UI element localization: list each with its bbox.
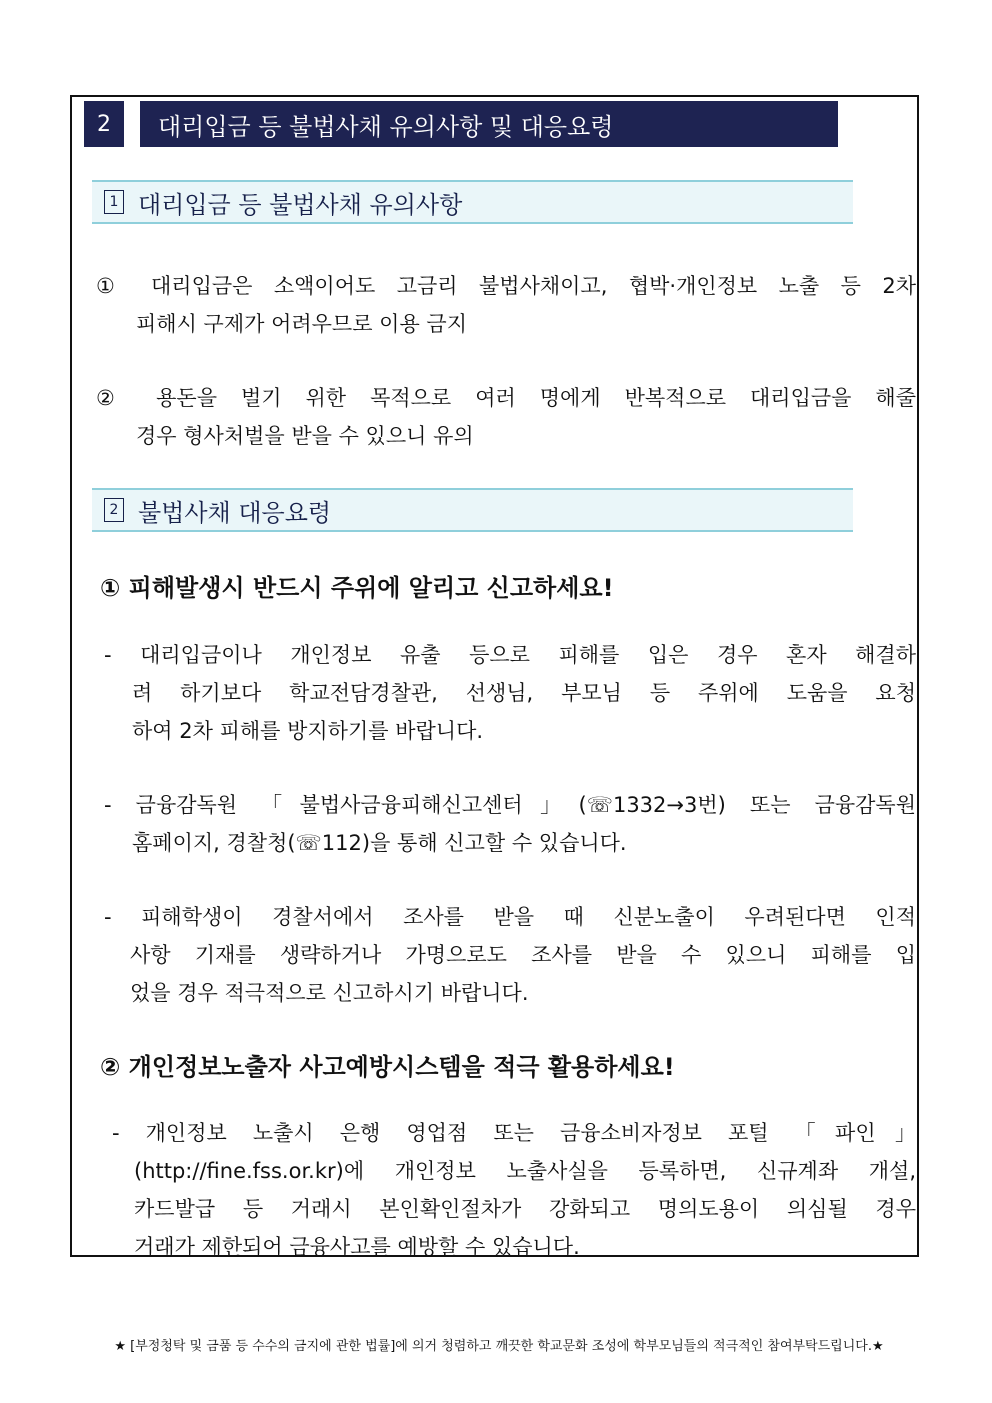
section-title: 대리입금 등 불법사채 유의사항 및 대응요령: [140, 101, 838, 147]
response-bullet-3-line2: 사항 기재를 생략하거나 가명으로도 조사를 받을 수 있으니 피해를 입: [130, 943, 916, 967]
response-bullet-3: [104, 898, 916, 1012]
subsection-header-1: [92, 180, 853, 224]
caution-item-2-line2: 경우 형사처벌을 받을 수 있으니 유의: [136, 424, 474, 448]
response-bullet-4-line2: (http://fine.fss.or.kr)에 개인정보 노출사실을 등록하면, 신규계좌 개설,: [134, 1159, 916, 1183]
subsection-marker-1: 1: [104, 190, 124, 214]
subsection-marker-2: 2: [104, 498, 124, 522]
subsection-title-2: 불법사채 대응요령: [138, 498, 332, 527]
response-bullet-2-line2: 홈페이지, 경찰청(☏112)을 통해 신고할 수 있습니다.: [132, 831, 627, 855]
section-number: 2: [84, 101, 124, 147]
response-bullet-2: [104, 786, 916, 862]
response-bullet-1: [104, 636, 916, 750]
caution-item-1-line1: ① 대리입금은 소액이어도 고금리 불법사채이고, 협박·개인정보 노출 등 2차: [96, 274, 916, 298]
caution-item-1: [96, 267, 916, 343]
response-bullet-4-line1: - 개인정보 노출시 은행 영업점 또는 금융소비자정보 포털 「파인」: [112, 1121, 916, 1145]
subsection-header-2: [92, 488, 853, 532]
response-heading-1: ① 피해발생시 반드시 주위에 알리고 신고하세요!: [100, 574, 614, 602]
response-bullet-1-line2: 려 하기보다 학교전담경찰관, 선생님, 부모님 등 주위에 도움을 요청: [132, 681, 916, 705]
response-bullet-4: [104, 1114, 916, 1266]
response-bullet-4-line4: 거래가 제한되어 금융사고를 예방할 수 있습니다.: [134, 1235, 580, 1259]
caution-item-2: [96, 379, 916, 455]
caution-item-1-line2: 피해시 구제가 어려우므로 이용 금지: [136, 312, 467, 336]
response-bullet-4-line3: 카드발급 등 거래시 본인확인절차가 강화되고 명의도용이 의심될 경우: [134, 1197, 916, 1221]
response-bullet-1-line3: 하여 2차 피해를 방지하기를 바랍니다.: [132, 719, 484, 743]
subsection-title-1: 대리입금 등 불법사채 유의사항: [138, 190, 463, 219]
response-bullet-3-line3: 었을 경우 적극적으로 신고하시기 바랍니다.: [130, 981, 529, 1005]
response-bullet-1-line1: - 대리입금이나 개인정보 유출 등으로 피해를 입은 경우 혼자 해결하: [104, 643, 916, 667]
response-heading-2: ② 개인정보노출자 사고예방시스템을 적극 활용하세요!: [100, 1053, 675, 1081]
response-bullet-2-line1: - 금융감독원 「불법사금융피해신고센터」(☏1332→3번) 또는 금융감독원: [104, 793, 916, 817]
response-bullet-3-line1: - 피해학생이 경찰서에서 조사를 받을 때 신분노출이 우려된다면 인적: [104, 905, 916, 929]
footer-notice: ★ [부정청탁 및 금품 등 수수의 금지에 관한 법률]에 의거 청렴하고 깨끗한 학교문화 조성에 학부모님들의 적극적인 참여부탁드립니다.★: [114, 1339, 884, 1354]
caution-item-2-line1: ② 용돈을 벌기 위한 목적으로 여러 명에게 반복적으로 대리입금을 해줄: [96, 386, 916, 410]
